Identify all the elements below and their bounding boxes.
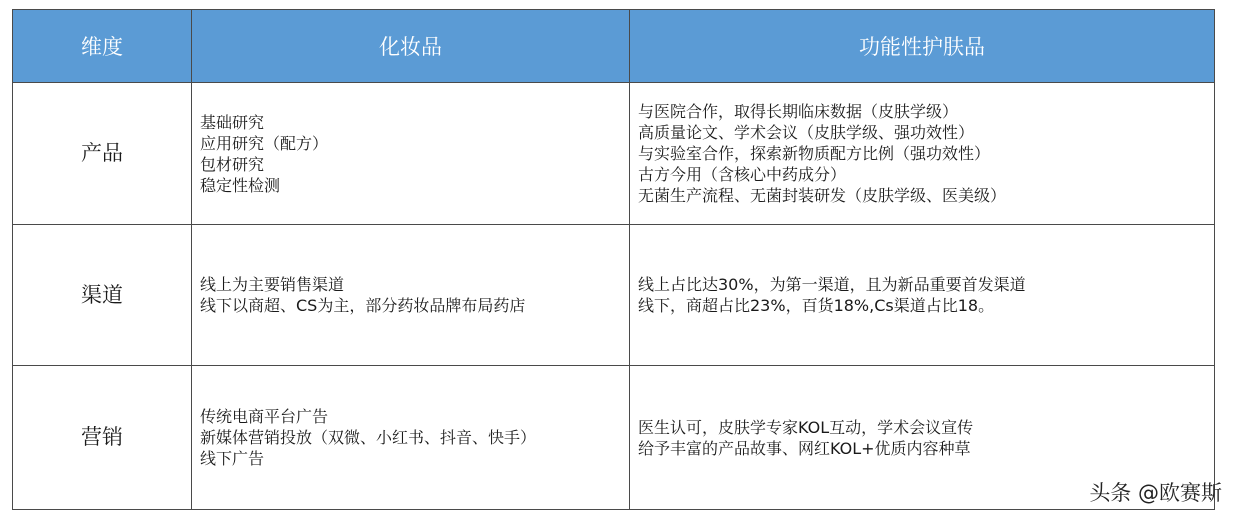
dimension-cell: 产品	[13, 83, 192, 225]
table-row-channel	[13, 225, 1215, 366]
header-row	[13, 10, 1215, 83]
watermark: 头条 @欧赛斯	[1089, 481, 1222, 505]
cell-line: 应用研究（配方）	[200, 133, 329, 153]
header-dimension: 维度	[13, 10, 192, 83]
dimension-cell: 渠道	[13, 225, 192, 366]
cosmetics-cell	[192, 225, 630, 366]
cell-line: 与医院合作，取得长期临床数据（皮肤学级）	[638, 102, 959, 121]
cell-line: 传统电商平台广告	[200, 407, 329, 426]
header-functional-skincare: 功能性护肤品	[630, 10, 1215, 83]
header-cosmetics: 化妆品	[192, 10, 630, 83]
cell-line: 线下广告	[200, 449, 265, 468]
cell-line: 医生认可，皮肤学专家KOL互动，学术会议宣传	[638, 417, 974, 437]
cell-line: 线下，商超占比23%，百货18%,Cs渠道占比18。	[638, 296, 995, 315]
cell-line: 高质量论文、学术会议（皮肤学级、强功效性）	[638, 123, 975, 142]
cell-line: 稳定性检测	[200, 175, 281, 195]
cell-line: 线上占比达30%，为第一渠道，且为新品重要首发渠道	[638, 275, 1026, 294]
dimension-cell: 营销	[13, 366, 192, 510]
cell-line: 线上为主要销售渠道	[200, 275, 345, 294]
cosmetics-cell	[192, 366, 630, 510]
cosmetics-cell	[192, 83, 630, 225]
cell-line: 线下以商超、CS为主，部分药妆品牌布局药店	[200, 296, 526, 315]
comparison-table	[12, 9, 1215, 510]
table-row-product	[13, 83, 1215, 225]
cell-line: 给予丰富的产品故事、网红KOL+优质内容种草	[638, 438, 971, 458]
cell-line: 基础研究	[200, 112, 265, 132]
functional-cell	[630, 225, 1215, 366]
table-row-marketing	[13, 366, 1215, 510]
cell-line: 新媒体营销投放（双微、小红书、抖音、快手）	[200, 428, 537, 447]
cell-line: 包材研究	[200, 154, 265, 174]
cell-line: 无菌生产流程、无菌封装研发（皮肤学级、医美级）	[638, 186, 1007, 205]
functional-cell	[630, 83, 1215, 225]
cell-line: 与实验室合作，探索新物质配方比例（强功效性）	[638, 144, 991, 163]
cell-line: 古方今用（含核心中药成分）	[638, 165, 847, 184]
table-header	[13, 10, 1215, 83]
